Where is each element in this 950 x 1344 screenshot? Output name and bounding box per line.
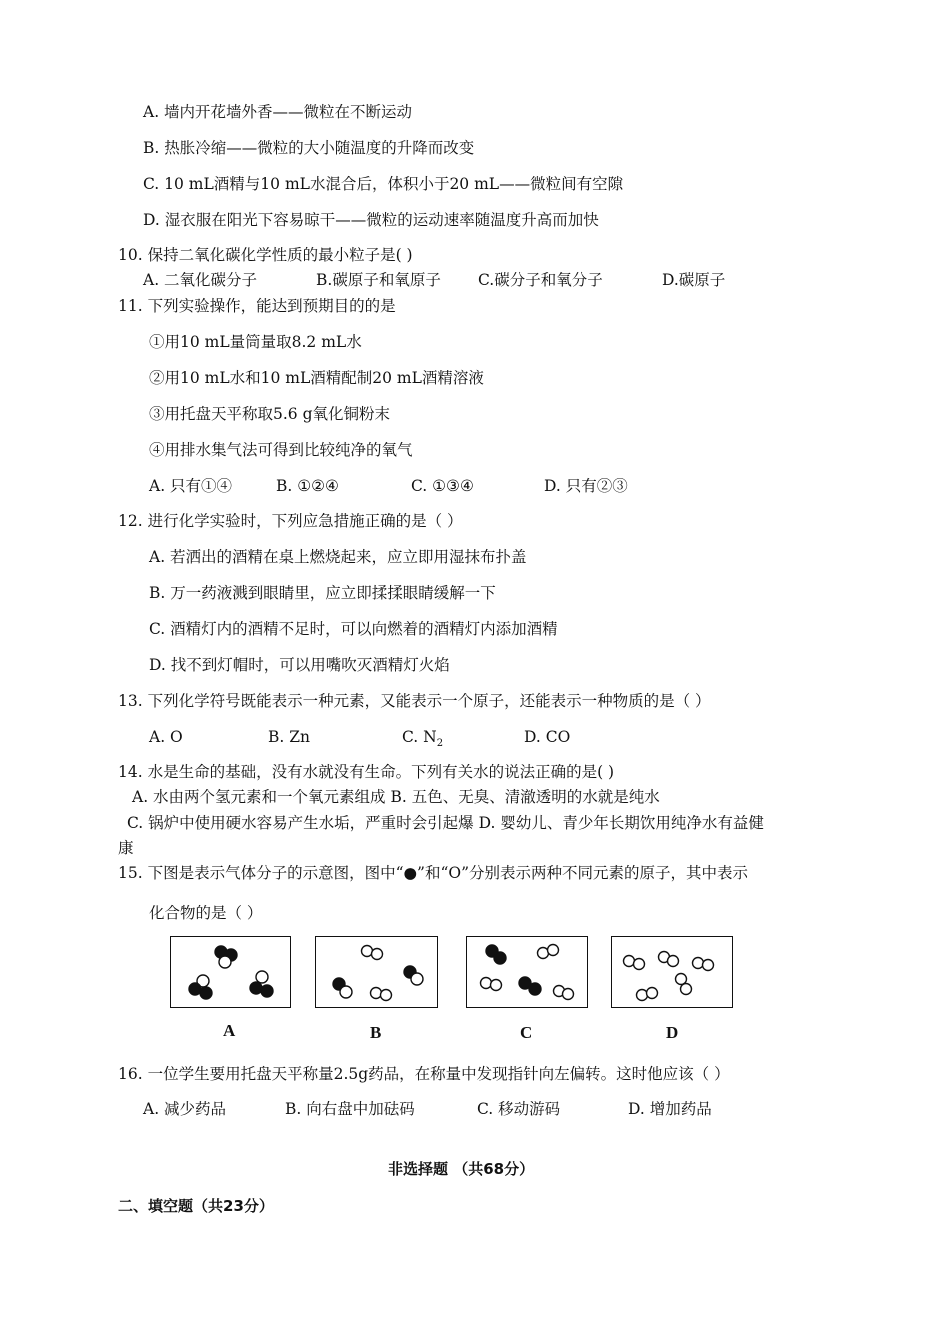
- q11-stem: 11. 下列实验操作，能达到预期目的的是: [118, 297, 396, 315]
- q13-option-b: B. Zn: [268, 728, 310, 746]
- q16-option-c: C. 移动游码: [477, 1100, 561, 1118]
- q10-option-b: B.碳原子和氧原子: [316, 271, 441, 289]
- figure-label-a: A: [223, 1021, 236, 1040]
- section-title: 非选择题 （共68分）: [388, 1160, 535, 1178]
- q16-option-b: B. 向右盘中加砝码: [285, 1100, 415, 1118]
- section-two-heading: 二、填空题（共23分）: [118, 1197, 274, 1215]
- q12-option-a: A. 若洒出的酒精在桌上燃烧起来，应立即用湿抹布扑盖: [149, 548, 527, 566]
- molecules-b-diagram: [316, 937, 437, 1007]
- q10-option-a: A. 二氧化碳分子: [143, 271, 258, 289]
- q9-option-b: B. 热胀冷缩——微粒的大小随温度的升降而改变: [143, 139, 475, 157]
- q10-option-d: D.碳原子: [662, 271, 726, 289]
- q12-option-b: B. 万一药液溅到眼睛里，应立即揉揉眼睛缓解一下: [149, 584, 496, 602]
- q14-options-line2: C. 锅炉中使用硬水容易产生水垢，严重时会引起爆 D. 婴幼儿、青少年长期饮用纯净水有益健: [127, 814, 764, 832]
- molecule-box-d: [611, 936, 733, 1008]
- q13-option-a: A. O: [149, 728, 183, 746]
- q15-stem: 15. 下图是表示气体分子的示意图，图中“●”和“O”分别表示两种不同元素的原子，其中表示: [118, 864, 749, 882]
- q9-option-d: D. 湿衣服在阳光下容易晾干——微粒的运动速率随温度升高而加快: [143, 211, 599, 229]
- q10-stem: 10. 保持二氧化碳化学性质的最小粒子是( ): [118, 246, 413, 264]
- q16-option-a: A. 减少药品: [143, 1100, 227, 1118]
- q14-options-line3: 康: [118, 839, 134, 857]
- q11-option-b: B. ①②④: [276, 477, 339, 495]
- q9-option-c: C. 10 mL酒精与10 mL水混合后，体积小于20 mL——微粒间有空隙: [143, 175, 624, 193]
- q11-item-1: ①用10 mL量筒量取8.2 mL水: [149, 333, 362, 351]
- q11-option-c: C. ①③④: [411, 477, 474, 495]
- molecules-d-diagram: [612, 937, 732, 1007]
- q14-options-line1: A. 水由两个氢元素和一个氧元素组成 B. 五色、无臭、清澈透明的水就是纯水: [132, 788, 660, 806]
- q11-item-2: ②用10 mL水和10 mL酒精配制20 mL酒精溶液: [149, 369, 484, 387]
- molecules-c-diagram: [467, 937, 587, 1007]
- q15-stem-continued: 化合物的是（ ）: [149, 904, 263, 922]
- q13-option-d: D. CO: [524, 728, 571, 746]
- q12-option-d: D. 找不到灯帽时，可以用嘴吹灭酒精灯火焰: [149, 656, 450, 674]
- q9-option-a: A. 墙内开花墙外香——微粒在不断运动: [143, 103, 413, 121]
- molecules-a-diagram: [171, 937, 290, 1007]
- figure-label-c: C: [520, 1023, 533, 1042]
- q16-stem: 16. 一位学生要用托盘天平称量2.5g药品，在称量中发现指针向左偏转。这时他应该（ ）: [118, 1065, 730, 1083]
- q14-stem: 14. 水是生命的基础，没有水就没有生命。下列有关水的说法正确的是( ): [118, 763, 615, 781]
- q13-stem: 13. 下列化学符号既能表示一种元素，又能表示一个原子，还能表示一种物质的是（ ）: [118, 692, 711, 710]
- q11-option-a: A. 只有①④: [149, 477, 233, 495]
- molecule-box-a: [170, 936, 291, 1008]
- molecule-box-b: [315, 936, 438, 1008]
- q12-option-c: C. 酒精灯内的酒精不足时，可以向燃着的酒精灯内添加酒精: [149, 620, 558, 638]
- figure-label-b: B: [370, 1023, 382, 1042]
- q11-option-d: D. 只有②③: [544, 477, 628, 495]
- q10-option-c: C.碳分子和氧分子: [478, 271, 603, 289]
- q11-item-4: ④用排水集气法可得到比较纯净的氧气: [149, 441, 413, 459]
- q13-option-c: C. $N_2$: [402, 728, 444, 750]
- q16-option-d: D. 增加药品: [628, 1100, 712, 1118]
- q11-item-3: ③用托盘天平称取5.6 g氧化铜粉末: [149, 405, 391, 423]
- figure-label-d: D: [666, 1023, 679, 1042]
- molecule-box-c: [466, 936, 588, 1008]
- q12-stem: 12. 进行化学实验时，下列应急措施正确的是（ ）: [118, 512, 463, 530]
